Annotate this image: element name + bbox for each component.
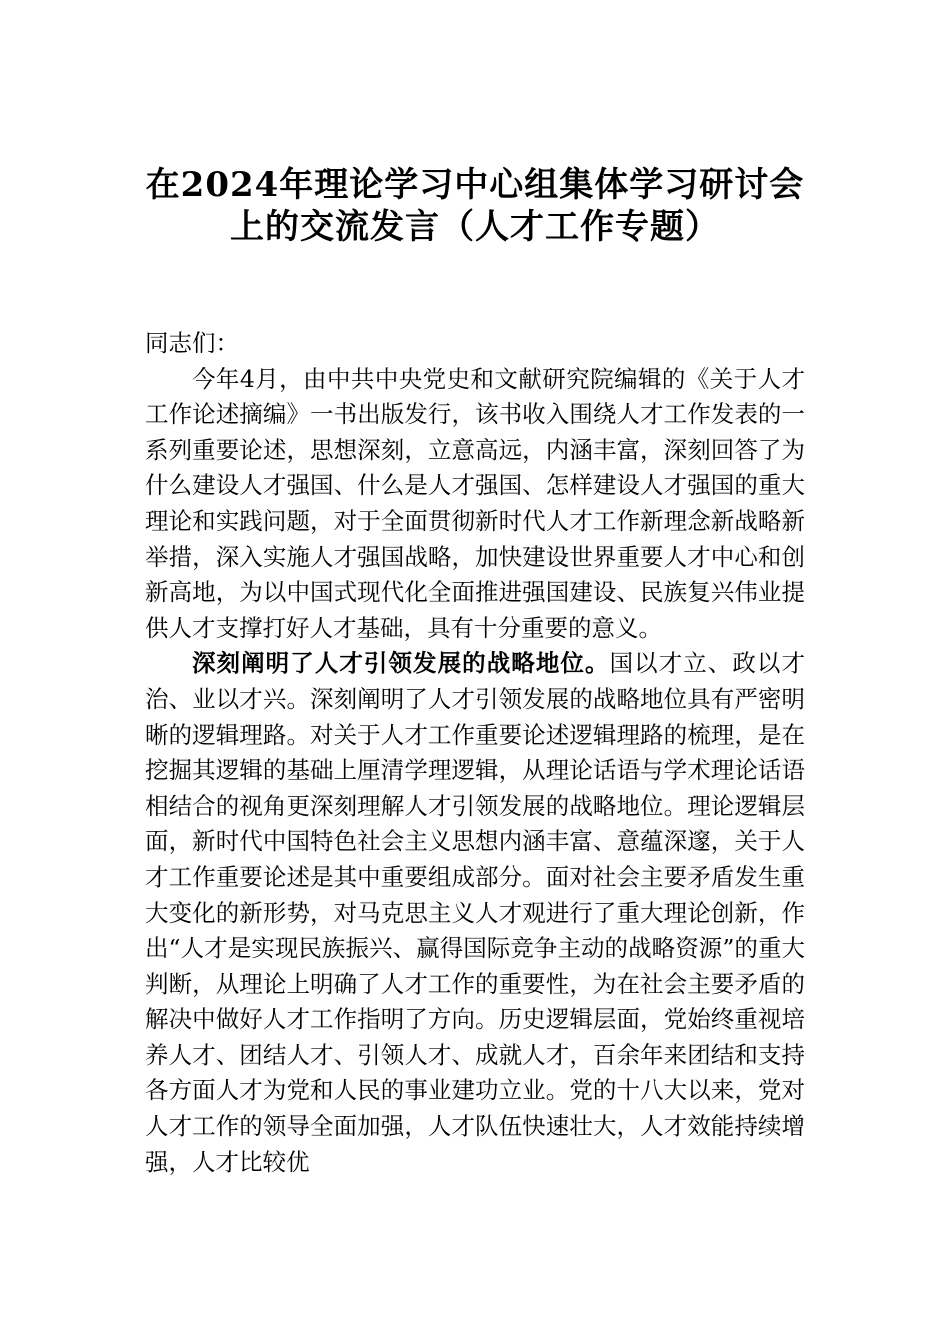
document-title-line-1: 在2024年理论学习中心组集体学习研讨会 (145, 165, 805, 205)
greeting: 同志们： (145, 329, 239, 357)
paragraph-2 (145, 646, 805, 1180)
document-body (145, 326, 805, 1180)
document-title-line-2: 上的交流发言（人才工作专题） (230, 207, 720, 247)
paragraph-1: 今年4月，由中共中央党史和文献研究院编辑的《关于人才工作论述摘编》一书出版发行，该书收入围绕人才工作发表的一系列重要论述，思想深刻，立意高远，内涵丰富，深刻回答了为什么建设人才强国、什么是人才强国、怎样建设人才强国的重大理论和实践问题，对于全面贯彻新时代人才工作新理念新战略新举措，深入实施人才强国战略，加快建设世界重要人才中心和创新高地，为以中国式现代化全面推进强国建设、民族复兴伟业提供人才支撑打好人才基础，具有十分重要的意义。 (145, 364, 805, 642)
paragraph-2-body: 国以才立、政以才治、业以才兴。深刻阐明了人才引领发展的战略地位具有严密明晰的逻辑理路。对关于人才工作重要论述逻辑理路的梳理，是在挖掘其逻辑的基础上厘清学理逻辑，从理论话语与学术理论话语相结合的视角更深刻理解人才引领发展的战略地位。理论逻辑层面，新时代中国特色社会主义思想内涵丰富、意蕴深邃，关于人才工作重要论述是其中重要组成部分。面对社会主要矛盾发生重大变化的新形势，对马克思主义人才观进行了重大理论创新，作出“人才是实现民族振兴、赢得国际竞争主动的战略资源”的重大判断，从理论上明确了人才工作的重要性，为在社会主要矛盾的解决中做好人才工作指明了方向。历史逻辑层面，党始终重视培养人才、团结人才、引领人才、成就人才，百余年来团结和支持各方面人才为党和人民的事业建功立业。党的十八大以来，党对人才工作的领导全面加强，人才队伍快速壮大，人才效能持续增强，人才比较优 (145, 649, 805, 1176)
paragraph-2-lead: 深刻阐明了人才引领发展的战略地位。 (192, 649, 610, 678)
